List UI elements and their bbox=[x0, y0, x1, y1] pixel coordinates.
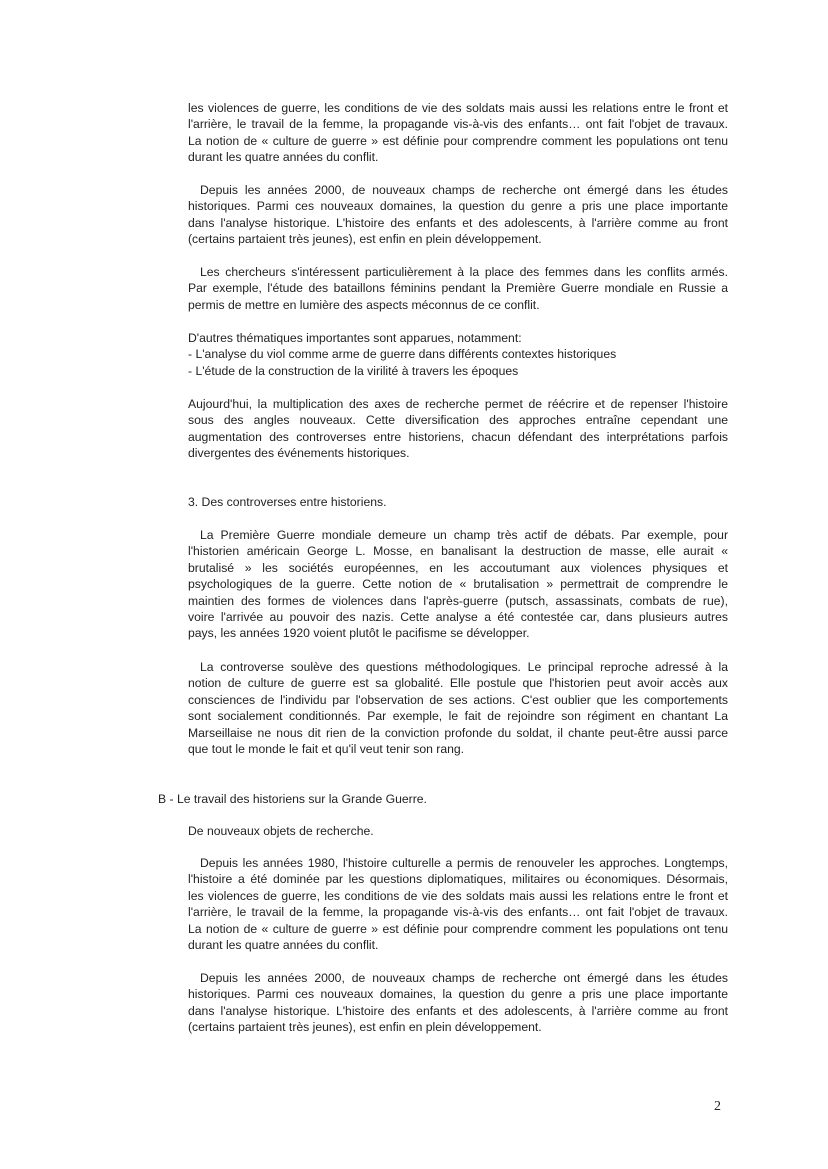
text-line: B - Le travail des historiens sur la Grande Guerre. bbox=[158, 792, 427, 806]
text-line: (certains partaient très jeunes), est enfin en plein développement. bbox=[188, 232, 542, 247]
text-line: (certains partaient très jeunes), est enfin en plein développement. bbox=[188, 1020, 542, 1035]
text-line: sous des angles nouveaux. Cette diversification des approches entraîne cependant une bbox=[188, 413, 728, 428]
text-line: brutalisé » les sociétés européennes, en les accoutumant aux violences physiques et bbox=[188, 560, 728, 575]
text-line: Par exemple, l'étude des bataillons féminins pendant la Première Guerre mondiale en Russie a bbox=[188, 281, 728, 296]
text-line: sont socialement conditionnés. Par exemple, le fait de rejoindre son régiment en chantant La bbox=[188, 709, 728, 724]
text-line: La notion de « culture de guerre » est définie pour comprendre comment les populations ont tenu bbox=[188, 921, 728, 936]
text-line: Les chercheurs s'intéressent particulièrement à la place des femmes dans les conflits armés. bbox=[200, 265, 728, 279]
page-number: 2 bbox=[714, 1099, 721, 1114]
text-line: pays, les années 1920 voient plutôt le pacifisme se développer. bbox=[188, 626, 530, 641]
text-line: dans l'analyse historique. L'histoire des enfants et des adolescents, à l'arrière comme au front bbox=[188, 215, 728, 230]
text-line: historiques. Parmi ces nouveaux domaines, la question du genre a pris une place importante bbox=[188, 987, 728, 1002]
paragraph bbox=[188, 970, 728, 1036]
text-line: maintien des formes de violences dans l'après-guerre (putsch, assassinats, combats de rue), bbox=[188, 593, 728, 608]
paragraph bbox=[188, 855, 728, 953]
text-line: permis de mettre en lumière des aspects méconnus de ce conflit. bbox=[188, 297, 540, 312]
text-line: D'autres thématiques importantes sont apparues, notamment: bbox=[188, 331, 522, 345]
paragraph bbox=[188, 182, 728, 248]
text-line: Depuis les années 1980, l'histoire culturelle a permis de renouveler les approches. Longtemps, bbox=[200, 856, 728, 870]
paragraph bbox=[188, 264, 728, 313]
text-line: notion de culture de guerre est sa globalité. Elle postule que l'historien peut avoir accès aux bbox=[188, 676, 728, 691]
text-line: De nouveaux objets de recherche. bbox=[188, 824, 374, 838]
text-line: La controverse soulève des questions méthodologiques. Le principal reproche adressé à la bbox=[200, 660, 728, 674]
text-line: l'arrière, le travail de la femme, la propagande vis-à-vis des enfants… ont fait l'objet de travaux. bbox=[188, 117, 728, 132]
text-line: voire l'arrivée au pouvoir des nazis. Cette analyse a été contestée car, dans plusieurs autres bbox=[188, 609, 728, 624]
text-line: Aujourd'hui, la multiplication des axes de recherche permet de réécrire et de repenser l'histoire bbox=[188, 397, 728, 411]
paragraph bbox=[188, 100, 728, 166]
section-heading bbox=[158, 791, 728, 807]
text-line: l'historien américain George L. Mosse, en banalisant la destruction de masse, elle aurait « bbox=[188, 544, 728, 559]
text-line: augmentation des controverses entre historiens, chacun défendant des interprétations parfois bbox=[188, 429, 728, 444]
text-line: durant les quatre années du conflit. bbox=[188, 937, 379, 952]
text-line: que tout le monde le fait et qu'il veut tenir son rang. bbox=[188, 741, 465, 756]
text-line: divergentes des événements historiques. bbox=[188, 446, 410, 461]
text-line: Depuis les années 2000, de nouveaux champs de recherche ont émergé dans les études bbox=[200, 183, 728, 197]
text-line: 3. Des controverses entre historiens. bbox=[188, 495, 387, 509]
text-line: l'histoire a été dominée par les questions diplomatiques, militaires ou économiques. Désormais, bbox=[188, 872, 728, 887]
text-line: La Première Guerre mondiale demeure un champ très actif de débats. Par exemple, pour bbox=[200, 528, 728, 542]
text-line: les violences de guerre, les conditions de vie des soldats mais aussi les relations entre le front et bbox=[188, 101, 728, 115]
paragraph bbox=[188, 527, 728, 642]
text-line: psychologiques de la guerre. Cette notion de « brutalisation » permettrait de comprendre le bbox=[188, 577, 728, 592]
bullet-list bbox=[188, 330, 728, 379]
text-line: les violences de guerre, les conditions de vie des soldats mais aussi les relations entre le front et bbox=[188, 888, 728, 903]
text-line: consciences de l'individu par l'observation de ses actions. C'est oublier que les comportements bbox=[188, 692, 728, 707]
paragraph bbox=[188, 396, 728, 462]
text-line: La notion de « culture de guerre » est définie pour comprendre comment les populations ont tenu bbox=[188, 133, 728, 148]
text-line: historiques. Parmi ces nouveaux domaines, la question du genre a pris une place importante bbox=[188, 199, 728, 214]
paragraph bbox=[188, 659, 728, 757]
text-line: durant les quatre années du conflit. bbox=[188, 150, 379, 165]
heading bbox=[188, 494, 728, 510]
text-line: dans l'analyse historique. L'histoire des enfants et des adolescents, à l'arrière comme au front bbox=[188, 1003, 728, 1018]
list-item: - L'étude de la construction de la virilité à travers les époques bbox=[188, 363, 519, 378]
heading bbox=[188, 823, 728, 839]
text-line: Marseillaise ne nous dit rien de la conviction profonde du soldat, il chante peut-être aussi parce bbox=[188, 725, 728, 740]
text-line: l'arrière, le travail de la femme, la propagande vis-à-vis des enfants… ont fait l'objet de travaux. bbox=[188, 905, 728, 920]
text-line: Depuis les années 2000, de nouveaux champs de recherche ont émergé dans les études bbox=[200, 971, 728, 985]
list-item: - L'analyse du viol comme arme de guerre dans différents contextes historiques bbox=[188, 347, 617, 362]
